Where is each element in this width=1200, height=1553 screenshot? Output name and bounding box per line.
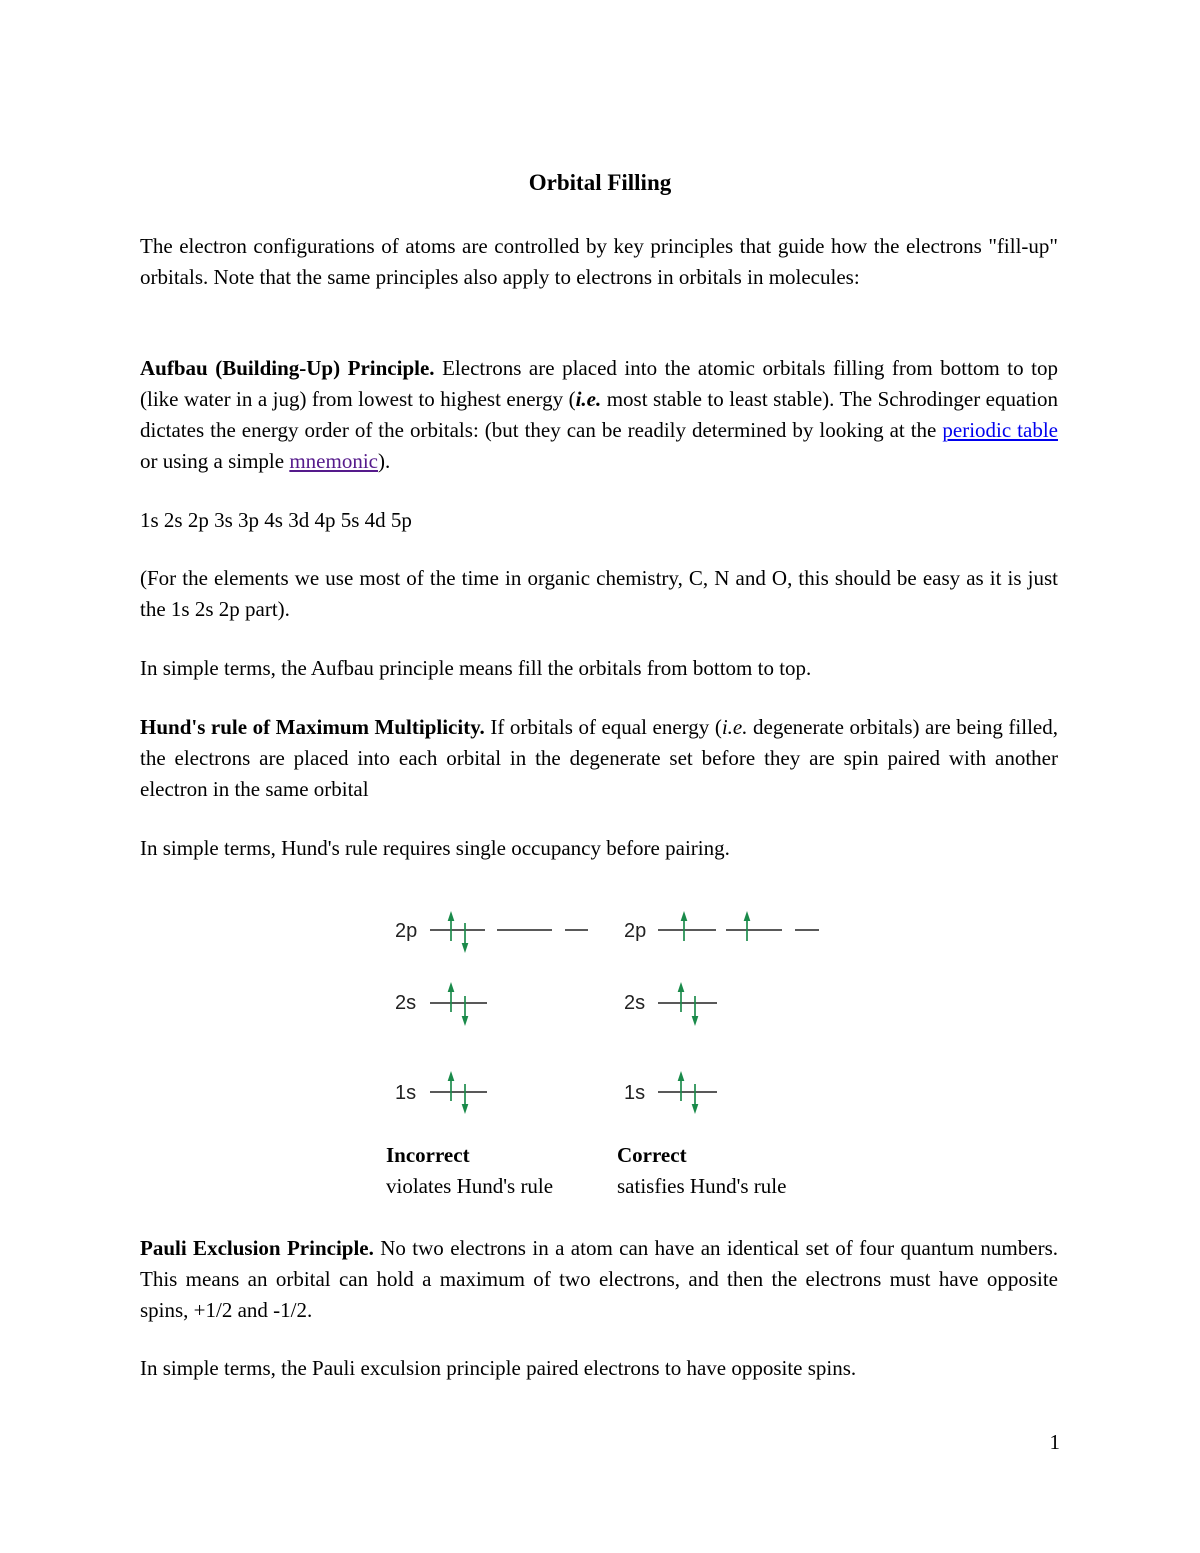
- hund-paragraph: [140, 712, 1058, 805]
- page-number: 1: [1049, 1430, 1060, 1454]
- incorrect-heading: Incorrect: [386, 1143, 470, 1167]
- correct-heading: Correct: [617, 1143, 687, 1167]
- incorrect-caption: [386, 1140, 553, 1202]
- organic-note: (For the elements we use most of the time in organic chemistry, C, N and O, this should be easy as it is just the 1s 2s 2p part).: [140, 566, 1058, 621]
- hund-heading: Hund's rule of Maximum Multiplicity.: [140, 715, 485, 739]
- spin-up-arrow-icon: [448, 1071, 455, 1101]
- spin-down-arrow-icon: [692, 996, 699, 1026]
- spin-down-arrow-icon: [462, 996, 469, 1026]
- spin-up-arrow-icon: [744, 911, 751, 941]
- spin-up-arrow-icon: [681, 911, 688, 941]
- aufbau-text-4: ).: [377, 449, 391, 473]
- hund-text-1: If orbitals of equal energy (: [484, 715, 722, 739]
- hund-ie: i.e.: [721, 715, 748, 739]
- mnemonic-link[interactable]: mnemonic: [289, 449, 378, 473]
- hund-simple: In simple terms, Hund's rule requires single occupancy before pairing.: [140, 836, 730, 860]
- aufbau-simple: In simple terms, the Aufbau principle means fill the orbitals from bottom to top.: [140, 656, 812, 680]
- spin-up-arrow-icon: [678, 1071, 685, 1101]
- spin-up-arrow-icon: [678, 982, 685, 1012]
- aufbau-text-3: or using a simple: [140, 449, 290, 473]
- spin-up-arrow-icon: [448, 982, 455, 1012]
- intro-paragraph: The electron configurations of atoms are controlled by key principles that guide how the electrons "fill-up" orbitals. Note that the same principles also apply to electrons in orbitals in molecules:: [140, 234, 1058, 289]
- spin-down-arrow-icon: [462, 923, 469, 953]
- pauli-paragraph: [140, 1233, 1058, 1326]
- label-2p-left: 2p: [395, 920, 418, 942]
- correct-caption: [617, 1140, 786, 1202]
- pauli-heading: Pauli Exclusion Principle.: [140, 1236, 374, 1260]
- aufbau-paragraph: [140, 353, 1058, 477]
- periodic-table-link[interactable]: periodic table: [942, 418, 1058, 442]
- correct-diagram: [624, 911, 819, 1114]
- orbital-order: 1s 2s 2p 3s 3p 4s 3d 4p 5s 4d 5p: [140, 508, 412, 532]
- orbital-diagram: [380, 895, 840, 1135]
- aufbau-text-1: Electrons are placed into the atomic orbitals filling from bottom to top (like water in a jug) from lowest to highest energy (: [140, 356, 1058, 411]
- correct-sub: satisfies Hund's rule: [617, 1174, 787, 1198]
- label-2s-right: 2s: [624, 992, 646, 1014]
- aufbau-ie: i.e.: [575, 387, 602, 411]
- label-2p-right: 2p: [624, 920, 647, 942]
- pauli-simple: In simple terms, the Pauli exculsion principle paired electrons to have opposite spins.: [140, 1356, 857, 1380]
- hund-text-2: degenerate orbitals) are being filled, the electrons are placed into each orbital in the degenerate set before they are spin paired with another electron in the same orbital: [140, 715, 1058, 801]
- label-1s-left: 1s: [395, 1082, 417, 1104]
- incorrect-diagram: [395, 911, 588, 1114]
- label-1s-right: 1s: [624, 1082, 646, 1104]
- aufbau-text-2: most stable to least stable). The Schrodinger equation dictates the energy order of the orbitals: (but they can be readily determined by looking at the: [140, 387, 1058, 442]
- incorrect-sub: violates Hund's rule: [386, 1174, 554, 1198]
- page-title: Orbital Filling: [528, 170, 672, 195]
- pauli-text: No two electrons in a atom can have an identical set of four quantum numbers. This means an orbital can hold a maximum of two electrons, and then the electrons must have opposite spins, +1/2 and -1/2.: [140, 1236, 1058, 1322]
- label-2s-left: 2s: [395, 992, 417, 1014]
- aufbau-heading: Aufbau (Building-Up) Principle.: [140, 356, 435, 380]
- spin-down-arrow-icon: [462, 1084, 469, 1114]
- spin-up-arrow-icon: [448, 911, 455, 941]
- spin-down-arrow-icon: [692, 1084, 699, 1114]
